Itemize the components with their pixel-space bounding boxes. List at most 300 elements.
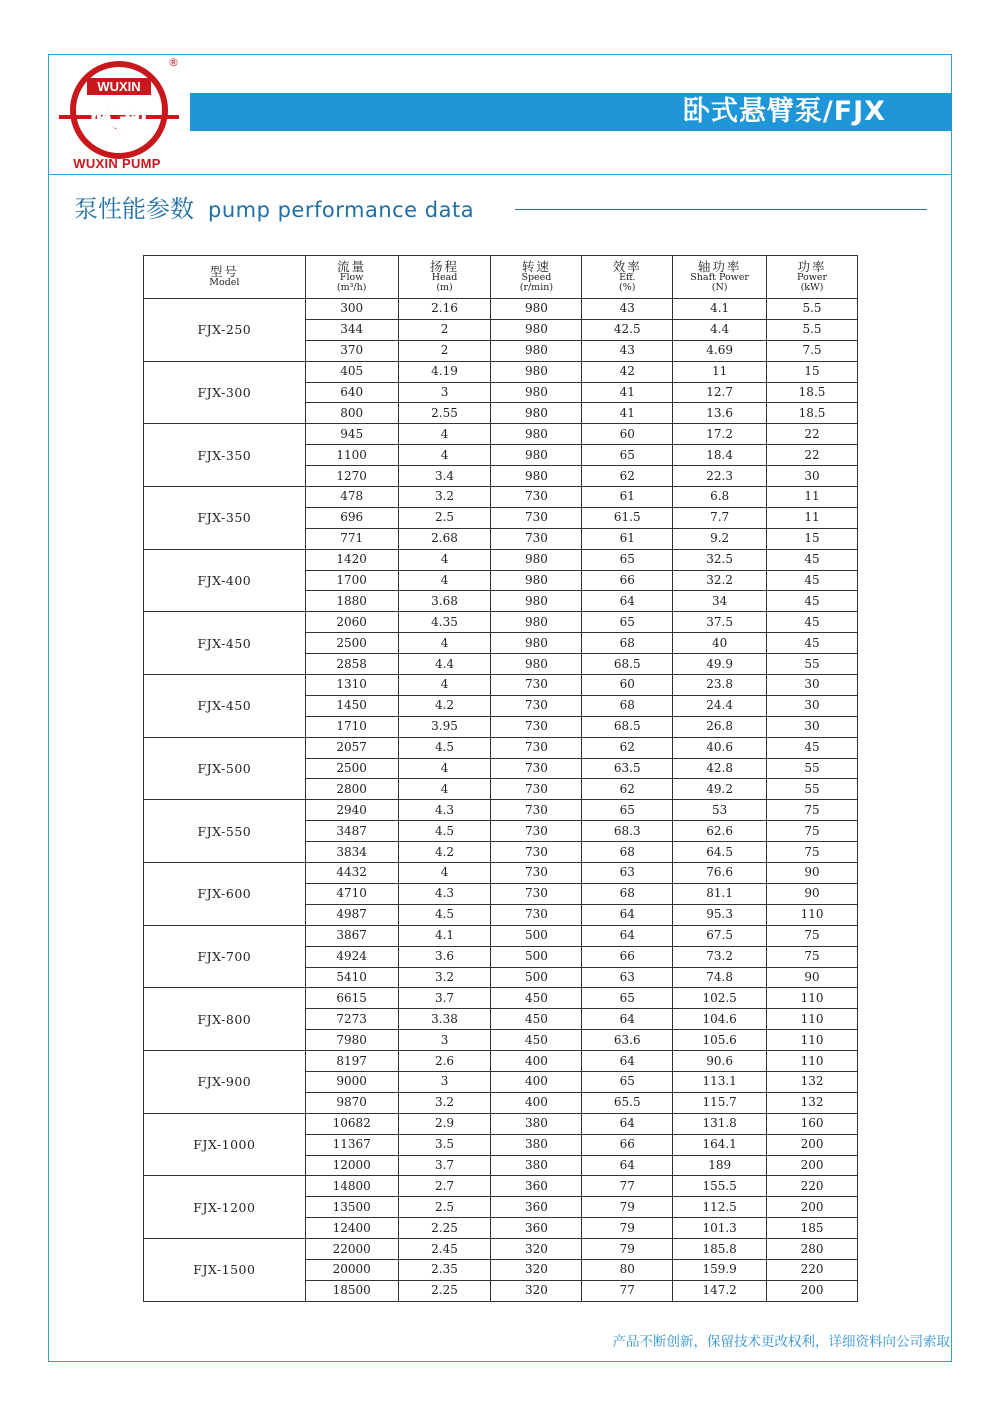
model-cell: FJX-300	[144, 361, 306, 424]
table-cell: 13500	[305, 1197, 398, 1218]
table-cell: 4924	[305, 946, 398, 967]
table-row	[144, 800, 858, 821]
table-cell: 3.68	[398, 591, 491, 612]
table-cell: 75	[767, 946, 858, 967]
table-cell: 730	[491, 904, 582, 925]
table-cell: 68.5	[582, 654, 673, 675]
table-cell: 2	[398, 340, 491, 361]
table-cell: 7.5	[767, 340, 858, 361]
table-row	[144, 487, 858, 508]
header-unit: (kW)	[800, 282, 824, 293]
table-cell: 132	[767, 1092, 858, 1113]
table-row	[144, 863, 858, 884]
table-cell: 65	[582, 612, 673, 633]
table-cell: 730	[491, 821, 582, 842]
table-cell: 9000	[305, 1071, 398, 1092]
table-cell: 55	[767, 758, 858, 779]
table-cell: 61	[582, 487, 673, 508]
table-cell: 18.5	[767, 403, 858, 424]
table-cell: 3.6	[398, 946, 491, 967]
table-cell: 65	[582, 549, 673, 570]
table-cell: 478	[305, 487, 398, 508]
table-cell: 730	[491, 779, 582, 800]
table-cell: 400	[491, 1051, 582, 1072]
table-cell: 200	[767, 1280, 858, 1301]
table-cell: 3834	[305, 842, 398, 863]
table-cell: 104.6	[673, 1009, 767, 1030]
table-cell: 980	[491, 612, 582, 633]
table-cell: 980	[491, 570, 582, 591]
svg-text:武新: 武新	[88, 100, 150, 136]
table-cell: 66	[582, 570, 673, 591]
table-cell: 68.3	[582, 821, 673, 842]
column-header	[144, 256, 306, 299]
table-cell: 730	[491, 737, 582, 758]
table-row	[144, 549, 858, 570]
table-cell: 1310	[305, 675, 398, 696]
table-cell: 4710	[305, 883, 398, 904]
table-cell: 3	[398, 382, 491, 403]
table-cell: 400	[491, 1092, 582, 1113]
table-cell: 3.5	[398, 1134, 491, 1155]
table-cell: 5.5	[767, 319, 858, 340]
table-cell: 55	[767, 654, 858, 675]
table-cell: 4.5	[398, 821, 491, 842]
model-cell: FJX-350	[144, 424, 306, 487]
table-cell: 1880	[305, 591, 398, 612]
table-cell: 3867	[305, 925, 398, 946]
table-cell: 26.8	[673, 716, 767, 737]
header-label-en: Eff.	[619, 271, 636, 283]
table-cell: 60	[582, 675, 673, 696]
table-cell: 4	[398, 779, 491, 800]
table-cell: 64	[582, 904, 673, 925]
table-row	[144, 612, 858, 633]
table-cell: 2.55	[398, 403, 491, 424]
model-cell: FJX-1200	[144, 1176, 306, 1239]
table-cell: 159.9	[673, 1259, 767, 1280]
table-cell: 60	[582, 424, 673, 445]
table-cell: 640	[305, 382, 398, 403]
table-cell: 980	[491, 299, 582, 320]
table-cell: 9.2	[673, 528, 767, 549]
table-cell: 980	[491, 319, 582, 340]
table-cell: 220	[767, 1259, 858, 1280]
table-cell: 43	[582, 299, 673, 320]
table-cell: 360	[491, 1176, 582, 1197]
table-cell: 75	[767, 800, 858, 821]
table-cell: 980	[491, 654, 582, 675]
table-row	[144, 988, 858, 1009]
table-cell: 64.5	[673, 842, 767, 863]
table-cell: 2060	[305, 612, 398, 633]
table-cell: 4.3	[398, 883, 491, 904]
model-cell: FJX-700	[144, 925, 306, 988]
table-cell: 34	[673, 591, 767, 612]
table-cell: 200	[767, 1155, 858, 1176]
table-cell: 11367	[305, 1134, 398, 1155]
column-header	[491, 256, 582, 299]
table-cell: 3.95	[398, 716, 491, 737]
table-cell: 14800	[305, 1176, 398, 1197]
table-cell: 12.7	[673, 382, 767, 403]
table-cell: 5.5	[767, 299, 858, 320]
model-cell: FJX-250	[144, 299, 306, 362]
table-cell: 75	[767, 821, 858, 842]
table-cell: 2858	[305, 654, 398, 675]
table-cell: 730	[491, 675, 582, 696]
table-cell: 41	[582, 403, 673, 424]
table-cell: 40	[673, 633, 767, 654]
table-cell: 450	[491, 1030, 582, 1051]
table-cell: 24.4	[673, 695, 767, 716]
table-cell: 1710	[305, 716, 398, 737]
table-cell: 4	[398, 863, 491, 884]
table-cell: 4432	[305, 863, 398, 884]
table-cell: 2500	[305, 633, 398, 654]
table-cell: 200	[767, 1134, 858, 1155]
column-header	[767, 256, 858, 299]
table-row	[144, 1051, 858, 1072]
table-cell: 400	[491, 1071, 582, 1092]
table-cell: 730	[491, 507, 582, 528]
header-label-en: Speed	[521, 271, 552, 283]
table-cell: 45	[767, 612, 858, 633]
table-cell: 185	[767, 1218, 858, 1239]
table-cell: 2.5	[398, 1197, 491, 1218]
table-cell: 110	[767, 988, 858, 1009]
header-label-cn: 扬程	[430, 258, 460, 274]
table-cell: 15	[767, 361, 858, 382]
table-cell: 5410	[305, 967, 398, 988]
table-cell: 2800	[305, 779, 398, 800]
table-cell: 3487	[305, 821, 398, 842]
table-cell: 11	[673, 361, 767, 382]
table-cell: 2057	[305, 737, 398, 758]
table-cell: 370	[305, 340, 398, 361]
table-cell: 8197	[305, 1051, 398, 1072]
table-cell: 1420	[305, 549, 398, 570]
table-cell: 77	[582, 1280, 673, 1301]
table-cell: 2940	[305, 800, 398, 821]
table-cell: 75	[767, 925, 858, 946]
table-cell: 110	[767, 904, 858, 925]
table-cell: 76.6	[673, 863, 767, 884]
table-cell: 730	[491, 863, 582, 884]
table-cell: 73.2	[673, 946, 767, 967]
table-cell: 61	[582, 528, 673, 549]
column-header	[582, 256, 673, 299]
table-cell: 4	[398, 424, 491, 445]
header-unit: (m)	[436, 282, 453, 293]
column-header	[673, 256, 767, 299]
header-unit: (m³/h)	[336, 282, 367, 293]
table-cell: 2.25	[398, 1280, 491, 1301]
table-cell: 68.5	[582, 716, 673, 737]
table-cell: 3.2	[398, 967, 491, 988]
table-cell: 4.3	[398, 800, 491, 821]
table-cell: 500	[491, 925, 582, 946]
header-label-en: Shaft Power	[690, 271, 749, 283]
table-cell: 11	[767, 507, 858, 528]
table-cell: 730	[491, 528, 582, 549]
banner-title: 卧式悬臂泵/FJX	[682, 96, 886, 127]
table-cell: 55	[767, 779, 858, 800]
table-cell: 4	[398, 549, 491, 570]
table-body	[144, 299, 858, 1302]
table-cell: 4.4	[673, 319, 767, 340]
table-cell: 4	[398, 633, 491, 654]
table-cell: 945	[305, 424, 398, 445]
table-cell: 2.6	[398, 1051, 491, 1072]
table-cell: 4.4	[398, 654, 491, 675]
table-cell: 980	[491, 340, 582, 361]
table-cell: 79	[582, 1239, 673, 1260]
table-cell: 61.5	[582, 507, 673, 528]
table-row	[144, 299, 858, 320]
table-cell: 40.6	[673, 737, 767, 758]
table-cell: 113.1	[673, 1071, 767, 1092]
table-cell: 450	[491, 988, 582, 1009]
table-cell: 102.5	[673, 988, 767, 1009]
table-cell: 3.38	[398, 1009, 491, 1030]
table-cell: 10682	[305, 1113, 398, 1134]
table-cell: 2	[398, 319, 491, 340]
table-cell: 4.2	[398, 842, 491, 863]
table-cell: 1270	[305, 466, 398, 487]
table-cell: 4.19	[398, 361, 491, 382]
table-cell: 45	[767, 633, 858, 654]
table-cell: 4.5	[398, 737, 491, 758]
table-cell: 37.5	[673, 612, 767, 633]
header-unit: (r/min)	[519, 282, 554, 293]
table-cell: 980	[491, 591, 582, 612]
model-cell: FJX-600	[144, 863, 306, 926]
section-rule	[515, 209, 927, 210]
table-cell: 65.5	[582, 1092, 673, 1113]
table-cell: 63	[582, 863, 673, 884]
table-cell: 4	[398, 758, 491, 779]
table-cell: 730	[491, 842, 582, 863]
column-header	[305, 256, 398, 299]
model-cell: FJX-1500	[144, 1239, 306, 1302]
svg-text:®: ®	[168, 56, 179, 69]
header-label-cn: 型号	[209, 263, 239, 279]
table-cell: 6.8	[673, 487, 767, 508]
model-cell: FJX-1000	[144, 1113, 306, 1176]
table-cell: 79	[582, 1218, 673, 1239]
table-cell: 45	[767, 570, 858, 591]
table-cell: 380	[491, 1134, 582, 1155]
table-cell: 15	[767, 528, 858, 549]
table-cell: 68	[582, 695, 673, 716]
table-cell: 730	[491, 758, 582, 779]
table-cell: 360	[491, 1197, 582, 1218]
model-cell: FJX-400	[144, 549, 306, 612]
table-cell: 1450	[305, 695, 398, 716]
table-cell: 65	[582, 445, 673, 466]
column-header	[398, 256, 491, 299]
table-cell: 65	[582, 800, 673, 821]
table-cell: 64	[582, 1155, 673, 1176]
header-label-en: Power	[797, 271, 828, 283]
table-cell: 23.8	[673, 675, 767, 696]
table-cell: 800	[305, 403, 398, 424]
table-cell: 980	[491, 466, 582, 487]
table-cell: 64	[582, 1051, 673, 1072]
table-cell: 3.2	[398, 487, 491, 508]
table-row	[144, 675, 858, 696]
table-cell: 80	[582, 1259, 673, 1280]
table-cell: 66	[582, 946, 673, 967]
table-cell: 64	[582, 1113, 673, 1134]
table-cell: 43	[582, 340, 673, 361]
table-cell: 344	[305, 319, 398, 340]
table-cell: 90	[767, 967, 858, 988]
header-divider	[48, 174, 952, 175]
table-cell: 3	[398, 1071, 491, 1092]
table-cell: 66	[582, 1134, 673, 1155]
table-cell: 4.1	[673, 299, 767, 320]
table-cell: 101.3	[673, 1218, 767, 1239]
table-cell: 320	[491, 1259, 582, 1280]
table-cell: 95.3	[673, 904, 767, 925]
table-cell: 64	[582, 925, 673, 946]
table-cell: 2.68	[398, 528, 491, 549]
table-cell: 320	[491, 1280, 582, 1301]
table-cell: 1700	[305, 570, 398, 591]
table-cell: 4.69	[673, 340, 767, 361]
table-cell: 63.6	[582, 1030, 673, 1051]
table-row	[144, 424, 858, 445]
table-cell: 110	[767, 1009, 858, 1030]
header-label-cn: 轴功率	[697, 258, 742, 274]
table-cell: 3.7	[398, 988, 491, 1009]
header-label-en: Model	[209, 276, 240, 288]
model-cell: FJX-450	[144, 675, 306, 738]
table-cell: 110	[767, 1030, 858, 1051]
model-cell: FJX-900	[144, 1051, 306, 1114]
footer-note: 产品不断创新，保留技术更改权利，详细资料向公司索取	[612, 1334, 950, 1350]
table-cell: 4.1	[398, 925, 491, 946]
table-cell: 9870	[305, 1092, 398, 1113]
table-cell: 77	[582, 1176, 673, 1197]
table-cell: 90	[767, 883, 858, 904]
table-cell: 380	[491, 1113, 582, 1134]
table-cell: 32.2	[673, 570, 767, 591]
table-cell: 17.2	[673, 424, 767, 445]
table-cell: 22000	[305, 1239, 398, 1260]
table-cell: 155.5	[673, 1176, 767, 1197]
table-cell: 42.5	[582, 319, 673, 340]
table-cell: 30	[767, 716, 858, 737]
table-row	[144, 1176, 858, 1197]
table-cell: 4	[398, 570, 491, 591]
table-cell: 189	[673, 1155, 767, 1176]
table-cell: 132	[767, 1071, 858, 1092]
header-unit: (N)	[711, 282, 728, 293]
table-cell: 4.5	[398, 904, 491, 925]
table-cell: 68	[582, 633, 673, 654]
table-cell: 62.6	[673, 821, 767, 842]
table-cell: 53	[673, 800, 767, 821]
table-cell: 696	[305, 507, 398, 528]
table-cell: 67.5	[673, 925, 767, 946]
table-cell: 62	[582, 779, 673, 800]
table-cell: 980	[491, 445, 582, 466]
header-label-cn: 转速	[521, 258, 551, 274]
table-cell: 81.1	[673, 883, 767, 904]
table-cell: 185.8	[673, 1239, 767, 1260]
svg-text:WUXIN: WUXIN	[97, 79, 141, 94]
table-cell: 7273	[305, 1009, 398, 1030]
table-cell: 18.5	[767, 382, 858, 403]
table-cell: 405	[305, 361, 398, 382]
table-cell: 730	[491, 800, 582, 821]
header-label-cn: 功率	[797, 258, 827, 274]
table-row	[144, 1113, 858, 1134]
table-cell: 147.2	[673, 1280, 767, 1301]
table-cell: 68	[582, 883, 673, 904]
table-cell: 2.9	[398, 1113, 491, 1134]
model-cell: FJX-500	[144, 737, 306, 800]
table-cell: 730	[491, 695, 582, 716]
table-cell: 450	[491, 1009, 582, 1030]
table-cell: 3.7	[398, 1155, 491, 1176]
table-cell: 105.6	[673, 1030, 767, 1051]
section-title-en: pump performance data	[208, 198, 475, 222]
header-label-cn: 流量	[337, 258, 367, 274]
table-cell: 63	[582, 967, 673, 988]
table-cell: 380	[491, 1155, 582, 1176]
table-cell: 980	[491, 361, 582, 382]
header-unit: (%)	[619, 282, 636, 293]
table-cell: 2.16	[398, 299, 491, 320]
table-cell: 63.5	[582, 758, 673, 779]
table-cell: 280	[767, 1239, 858, 1260]
table-cell: 64	[582, 591, 673, 612]
table-cell: 3	[398, 1030, 491, 1051]
table-cell: 4.2	[398, 695, 491, 716]
table-cell: 20000	[305, 1259, 398, 1280]
table-cell: 164.1	[673, 1134, 767, 1155]
table-cell: 6615	[305, 988, 398, 1009]
table-cell: 12400	[305, 1218, 398, 1239]
table-cell: 30	[767, 695, 858, 716]
table-cell: 980	[491, 633, 582, 654]
table-cell: 18500	[305, 1280, 398, 1301]
table-cell: 2.7	[398, 1176, 491, 1197]
header-label-cn: 效率	[612, 258, 642, 274]
table-header-row	[144, 256, 858, 299]
table-cell: 13.6	[673, 403, 767, 424]
table-cell: 220	[767, 1176, 858, 1197]
table-cell: 2.35	[398, 1259, 491, 1280]
table-cell: 300	[305, 299, 398, 320]
table-cell: 62	[582, 466, 673, 487]
table-cell: 730	[491, 487, 582, 508]
section-heading	[74, 193, 474, 225]
table-cell: 730	[491, 716, 582, 737]
table-cell: 500	[491, 967, 582, 988]
section-title-cn: 泵性能参数	[74, 195, 194, 223]
table-cell: 30	[767, 466, 858, 487]
table-cell: 41	[582, 382, 673, 403]
table-row	[144, 361, 858, 382]
table-cell: 90	[767, 863, 858, 884]
table-cell: 131.8	[673, 1113, 767, 1134]
table-cell: 4.35	[398, 612, 491, 633]
